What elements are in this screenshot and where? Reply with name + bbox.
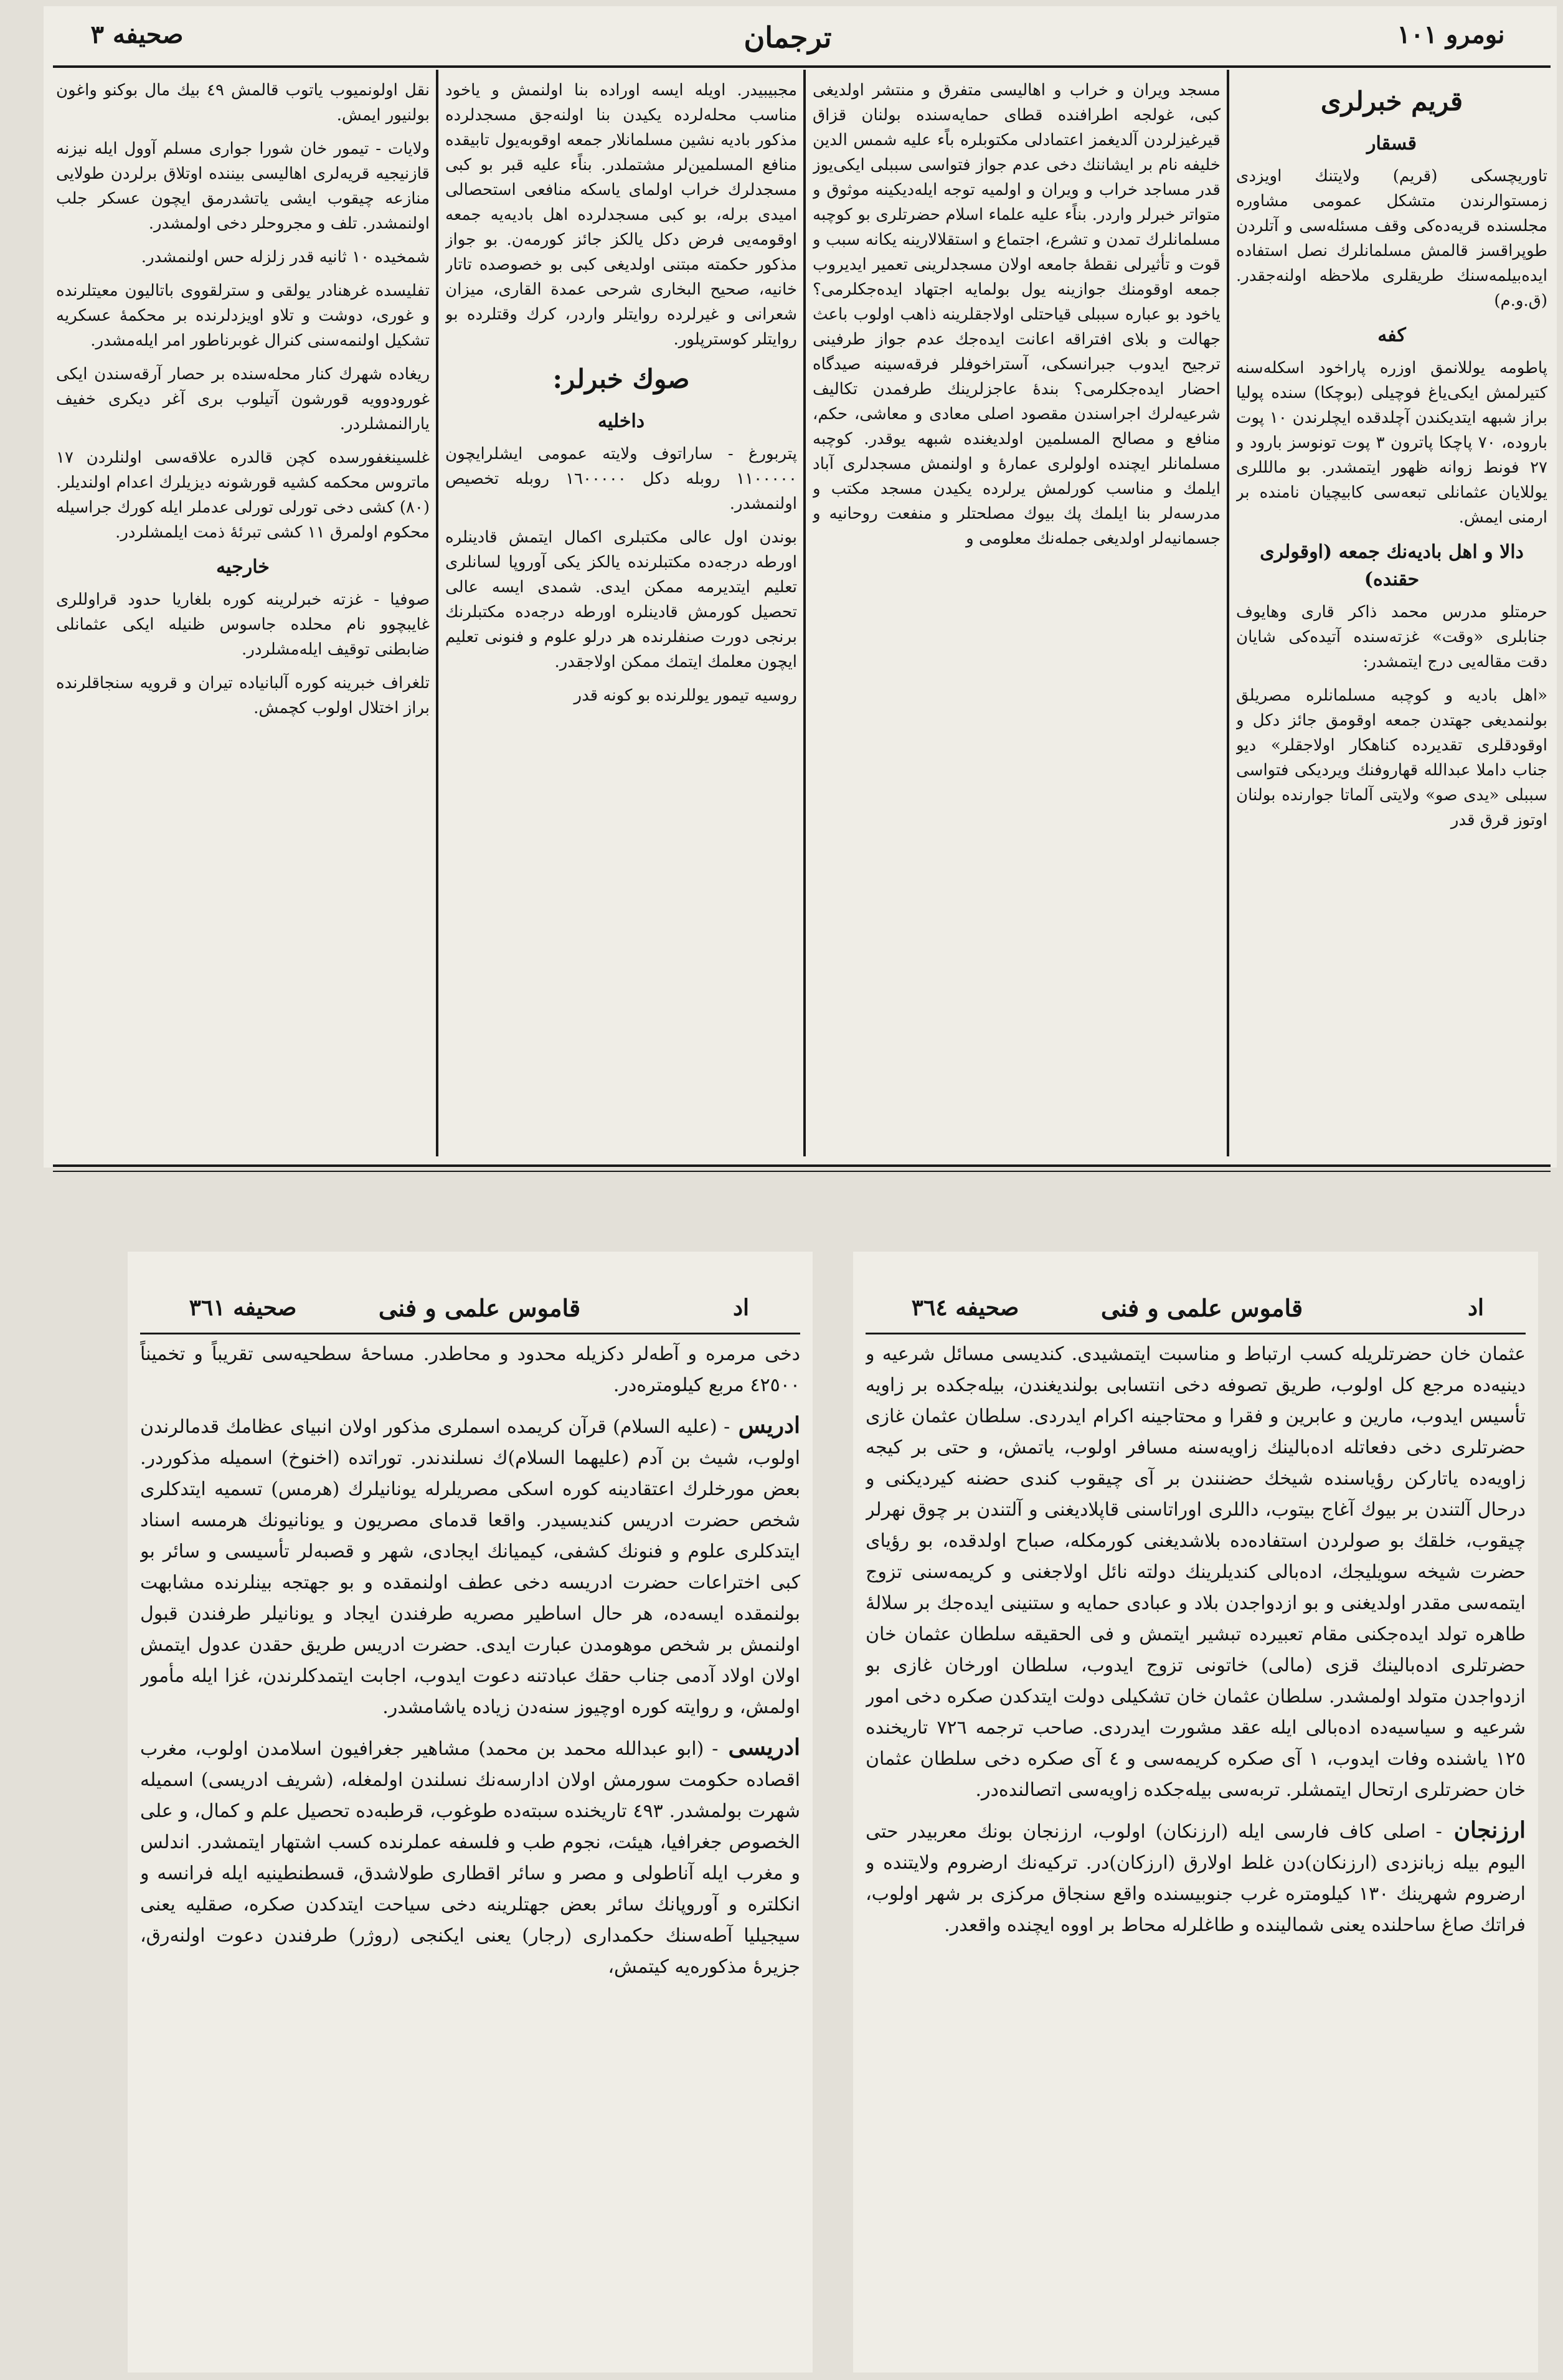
- dict-right-page-label: صحیفه ٣٦٤: [911, 1295, 1019, 1321]
- news-paragraph: «اهل بادیه و کوچبه مسلمانلره مصریلق بولنمدیغی جهتدن جمعه اوقومق جائز دکل و اوقودقلری تقدیرده کناهکار اولاجقلر» دیو جناب داملا عبدالله قهاروفنك ویردیکی فتواسی سببلی «یدی صو» ولایتی آلماتا جوارنده بولنان اوتوز قرق قدر: [1236, 686, 1547, 829]
- news-subheading: دالا و اهل بادیه‌نك جمعه (اوقولری حقنده): [1260, 541, 1524, 590]
- entry-text: عثمان خان حضرتلریله کسب ارتباط و مناسبت ایتمشیدی. کندیسی مسائل شرعیه و دینیه‌ده مرجع کل اولوب، طریق تصوفه دخی انتسابی بولندیغندن، بیله‌جکده بر زاویه تأسیس ایدوب، مارین و عابرین و فقرا و محتاجینه اکرام ایدردی. سلطان عثمان غازی حضرتلری دخی دفعاتله اده‌بالینك زاویه‌سنه مسافر اولوب، یاتمش، و حتی بر کیجه زاویه‌ده یاتارکن رؤیاسنده شیخك حضنندن بر آی چیقوب کندی حضنه کیردیکنی و درحال آلتندن بر بیوك آغاج بیتوب، داللری اوراتاسنی قاپلادیغنی و آلتندن بر چوق نهرلر چیقوب، خلقك بو صولردن استفاده‌ده بلاشدیغنی کورمکله، صباح اولدقده، بو رؤیای حضرت شیخه سویلیجك، اده‌بالی کندیلرینك دولته نائل اولاجغنی و کریمه‌سنی تزوج ایتمه‌سی مقدر اولدیغنی و بو ازدواجدن بلاد و عبادی حمایه و ستنینی ایده‌جك بر سلالهٔ طاهره تولد ایده‌جکنی مقام تعبیرده تبشیر ایتمش و فی الحقیقه سلطان عثمان خان حضرتلری اده‌بالینك قزی (مالی) خاتونی تزوج ایدوب، سلطان اورخان غازی بو ازدواجدن متولد اولمشدر. سلطان عثمان خان تشکیلی دولت ایتدکدن صکره دخی امور شرعیه و سیاسیه‌ده اده‌بالی ایله عقد مشورت ایدردی. صاحب ترجمه ٧٢٦ تاریخنده ١٢٥ یاشنده وفات ایدوب، ١ آی صکره کریمه‌سی و ٤ آی صکره دخی سلطان عثمان خان حضرتلری ارتحال ایتمشلر. تربه‌سی بیله‌جکده زاویه‌سی اتصالنده‌در.: [866, 1343, 1526, 1801]
- entry-headword: ادریس: [730, 1412, 800, 1438]
- section-title: قریم خبرلری: [1320, 86, 1463, 116]
- dict-left-marker: اد: [732, 1295, 750, 1321]
- dictionary-entry: [140, 1410, 800, 1723]
- news-subheading: خارجیه: [216, 556, 270, 578]
- entry-text: - (علیه السلام) قرآن کریمده اسملری مذکور اولان انبیای عظامك قدمالرندن اولوب، شیث بن آدم (علیهما السلام)ك نسلندندر. توراتده (اخنوخ) اسمیله مذکوردر. بعض مورخلرك اعتقادینه کوره اسکی مصریلرله یونانیلرك (هرمس) تسمیه ایتدکلری شخص حضرت ادریس کندیسیدر. واقعا قدمای مصریون و یونانیونك هرمسه اسناد ایتدکلری علوم و فنونك کشفی، کیمیانك ایجادی، شهر و قصبه‌لر تأسیسی و سائر بو کبی اختراعات حضرت ادریسه دخی عطف اولنمقده و بو جهتجه بینلرنده مشابهت بولنمقده ایسه‌ده، هر حال اساطیر مصریه طرفندن ایجاد و یونانیلر طرفندن قبول اولنمش بر شخص موهومدن عبارت ایدی. حضرت ادریس طریق حقدن عدول ایتمش اولان اولاد آدمی جناب حقك عبادتنه دعوت ایدوب، اجابت ایتمدکلرندن، غزا ایله مأمور اولمش، و روایته کوره اوچیوز سنه‌دن زیاده یاشامشدر.: [140, 1416, 800, 1718]
- page-bottom-rule: [53, 1171, 1551, 1172]
- dictionary-entry: [140, 1339, 800, 1401]
- column-divider: [1227, 70, 1229, 1156]
- news-subheading: کفه: [1377, 324, 1406, 346]
- section-title: صوك خبرلر:: [552, 364, 690, 394]
- entry-text: دخی مرمره و آطه‌لر دکزیله محدود و محاطدر. مساحهٔ سطحیه‌سی تقریباً و تخمیناً ٤٢٥٠٠ مربع کیلومتره‌در.: [140, 1343, 800, 1396]
- page-bottom-rule: [53, 1164, 1551, 1167]
- news-column: [1236, 78, 1547, 1155]
- entry-headword: ارزنجان: [1442, 1817, 1526, 1843]
- column-divider: [436, 70, 438, 1156]
- news-paragraph: نقل اولونمیوب یاتوب قالمش ٤٩ بیك مال بوکنو واغون بولنیور ایمش.: [56, 81, 430, 125]
- dict-right-body: [866, 1339, 1526, 2360]
- dict-left-body: [140, 1339, 800, 2360]
- news-paragraph: شمخیده ١٠ ثانیه قدر زلزله حس اولنمشدر.: [141, 248, 430, 267]
- entry-headword: ادریسی: [718, 1734, 800, 1760]
- news-paragraph: بوندن اول عالی مکتبلری اکمال ایتمش قادینلره اورطه درجه‌ده مکتبلرنده یالکز یکی آوروپا لسانلری تعلیم ایتدیرمه ممکن ایدی. شمدی ایسه عالی تحصیل کورمش قادینلره اورطه درجه‌ده مکتبلرنك برنجی دورت صنفلرنده هر درلو علوم و فنونی تعلیم ایچون معلمك ایتمك ممکن اولاجقدر.: [445, 528, 797, 671]
- news-subheading: داخلیه: [597, 410, 645, 432]
- dict-left-page-label: صحیفه ٣٦١: [189, 1295, 297, 1321]
- news-subheading: قسقار: [1367, 133, 1417, 154]
- news-paragraph: غلسینغفورسده کچن قالدره علاقه‌سی اولنلردن ١٧ ماتروس محکمه کشیه قورشونه دیزیلرك اعدام اولندیلر. (٨٠) کشی دخی تورلی تورلی عدملر ایله کورك جراسیله محکوم اولمرق ١١ کشی تبرئهٔ ذمت ایلمشلردر.: [56, 448, 430, 542]
- news-paragraph: تلغراف خبرینه کوره آلبانیاده تیران و قرویه سنجاقلرنده براز اختلال اولوب کچمش.: [56, 674, 430, 717]
- news-paragraph: روسیه تیمور یوللرنده بو کونه قدر: [574, 686, 797, 705]
- column-divider: [803, 70, 806, 1156]
- dictionary-entry: [866, 1815, 1526, 1941]
- news-paragraph: ولایات - تیمور خان شورا جواری مسلم آوول ایله نیزنه قازنیجیه قریه‌لری اهالیسی بیننده اوتلاق برلردن طولایی منازعه چیقوب ایشی یاتشدرمق ایچون عسکر جلب اولنمشدر. تلف و مجروحلر دخی اولمشدر.: [56, 139, 430, 233]
- dict-right-marker: اد: [1467, 1295, 1485, 1321]
- dict-right-header-rule: [866, 1333, 1526, 1334]
- news-paragraph: تاوریچسکی (قریم) ولایتنك اویزدی زمستوالرندن متشکل عمومی مشاوره مجلسنده قریه‌ده‌کی وقف مسئله‌سی و آتلردن طوپراقسز قالمش مسلمانلرك نصل استفاده ایده‌بیلمه‌سنك طریقلری ملاحظه اولنه‌جقدر. (ق.و.م): [1236, 167, 1547, 310]
- masthead-rule: [53, 65, 1551, 68]
- dictionary-entry: [140, 1732, 800, 1983]
- news-paragraph: حرمتلو مدرس محمد ذاکر قاری وهایوف جنابلری «وقت» غزته‌سنده آتیده‌کی شایان دقت مقاله‌یی درج ایتمشدر:: [1236, 603, 1547, 671]
- news-paragraph: ریغاده شهرك کنار محله‌سنده بر حصار آرقه‌سندن ایکی غورودوویه قورشون آتیلوب بری آغر دیکری خفیف یارالنمشلردر.: [56, 365, 430, 433]
- news-paragraph: پاطومه یوللانمق اوزره پاراخود اسکله‌سنه کتیرلمش ایکی‌یاغ فوچیلی (بوچکا) سنده پولیا براز شبهه ایتدیکندن آچلدقده ایچلرندن ١٠ پوت باروده، ٧٠ پاچکا پاترون ٣ پوت تونوسز بارود و ٢٧ فونط زوانه ظهور ایتمشدر. بو مالللری یوللایان عثمانلی تبعه‌سی کابیچیان نامنده بر ارمنی ایمش.: [1236, 359, 1547, 527]
- dict-right-title: قاموس علمی و فنی: [1100, 1293, 1303, 1322]
- page-label: صحیفه ۳: [90, 19, 184, 49]
- news-paragraph: صوفیا - غزته خبرلرینه کوره بلغاریا حدود قراوللری غایبچوو نام محلده جاسوس ظنیله ایکی عثمانلی ضابطنی توقیف ایله‌مشلردر.: [56, 590, 430, 659]
- dict-left-title: قاموس علمی و فنی: [378, 1293, 581, 1322]
- dictionary-entry: [866, 1339, 1526, 1806]
- news-paragraph: مسجد ویران و خراب و اهالیسی متفرق و منتشر اولدیغی کبی، غولجه اطرافنده قطای حمایه‌سنده بولنان قزاق قیرغیزلردن آلدیغمز اعتمادلی مکتوبلره باًء علیه شمس الدین خلیفه نام بر ایشاننك دخی عدم جواز فتواسی سببلی ایکی‌یوز قدر مساجد خراب و ویران و اولمیه توجه ایله‌دیکینه موثوق و متواتر خبرلر واردر. بناًء علیه علماء اسلام حضرتلری بو کوچبه مسلمانلرك تمدن و تشرع، اجتماع و استقلالارینه یکانه سبب و قوت و تأثیرلی نقطهٔ جامعه اولان مسجدلرینی تعمیر ایدیروب جمعه اوقومنك جوازینه یول بولمایه اجتهاد ایده‌جکلرمی؟ یاخود بو عباره سببلی قیاحتلی اولاجقلرینه ذاهب اولوب باعث جهالت و بلای افتراقه اعانت ایده‌جك عدم جواز طرفینی ترجیح ایدوب جبرانسکی، آستراخوفلر فرقه‌سینه صیدگاه احضار ایده‌جکلرمی؟ بندهٔ عاجزلرینك طرفمدن تکالیف شرعیه‌لرك اجراسندن مقصود اصلی معادی و معاشی، حکم، منافع و مصالح المسلمین اولدیغنده شبهه یوقدر. کوچبه مسلمانلر ایچنده اولولری عمارهٔ و اولنمش مسجدلری آباد ایلمك و مناسب کورلمش یرلرده یکیدن مسجد مکتب و مدرسه‌لر بنا ایلمك پك بیوك مصلحتلر و منفعت روحانیه و جسمانیه‌لر اولدیغی جمله‌نك معلومی و: [813, 81, 1221, 548]
- news-paragraph: پتربورغ - ساراتوف ولایته عمومی ایشلرایچون ١١٠٠٠٠٠ روبله دکل ١٦٠٠٠٠٠ روبله تخصیص اولنمشدر.: [445, 445, 797, 513]
- news-column: [813, 78, 1221, 1155]
- entry-text: - اصلی کاف فارسی ایله (ارزنکان) اولوب، ارزنجان بونك معربیدر حتی الیوم بیله زبانزدی (ارزنکان)دن غلط اولارق (ارزکان)در. ترکیه‌نك ارضروم ولایتنده و ارضروم شهرینك ١٣٠ کیلومتره غرب جنوبیسنده واقع سنجاق مرکزی بر شهر اولوب، فراتك صاغ ساحلنده یعنی شمالینده و طاغلرله محاط بر اووه ایچنده واقعدر.: [866, 1821, 1526, 1936]
- news-paragraph: تفلیسده غرهنادر یولقی و سترلقووی باتالیون معیتلرنده و غوری، دوشت و تلاو اویزدلرنده بر محکمهٔ عسکریه تشکیل اولنمه‌سنی کنرال غوبرناطور امر ایله‌مشدر.: [56, 281, 430, 350]
- news-column: [445, 78, 797, 1155]
- masthead-title: ترجمان: [744, 21, 832, 54]
- issue-label: نومرو ١٠١: [1397, 19, 1505, 49]
- news-column: [56, 78, 430, 1155]
- news-paragraph: مجبیبیدر. اویله ایسه اوراده بنا اولنمش و یاخود مناسب محله‌لرده یکیدن بنا اولنه‌جق مسجدلرده مذکور بادیه نشین مسلمانلار جمعه اوقوبه‌یول تابیقده منافع المسلمین‌لر مشتملدر. بناًء علیه قبر بو کبی مسجدلرك خراب اولمای یاسکه منافعی استحصالی امیدی برله، بو کبی مسجدلرده اهل بادیه‌یه جمعه اوقومه‌یی فرض دکل یالکز جائز کورمه‌ن. بو جواز مذکور حکمته مبتنی اولدیغی کبی بو خصوصده تاتار خانیه، صحیح البخاری شرحی عمدة القاری، میزان شعرانی و غیرلرده روایتلر واردر، کرك وقتلرده بو روایتلر کوسترپلور.: [445, 81, 797, 349]
- entry-text: - (ابو عبدالله محمد بن محمد) مشاهیر جغرافیون اسلامدن اولوب، مغرب اقصاده حکومت سورمش اولان ادارسه‌نك نسلندن اولمغله، (شریف ادریسی) اسمیله شهرت بولمشدر. ٤٩٣ تاریخنده سبته‌ده طوغوب، قرطبه‌ده تحصیل علم و کمال، و علی الخصوص جغرافیا، هیئت، نجوم طب و فلسفه عملرنده کسب اشتهار ایتمشدر. اندلس و مغرب ایله آناطولی و مصر و سائر اقطاری طولاشدق، قسطنطینیه ایله فرانسه و انکلتره و آوروپانك سائر بعض جهتلرینه دخی سیاحت ایتدکدن صکره، صقلیه یعنی سیجیلیا آطه‌سنك حکمداری (رجار) یعنی ایکنجی (روژر) طرفندن دعوت اولنه‌رق، جزیرهٔ مذکوره‌یه کیتمش،: [140, 1738, 800, 1978]
- dict-left-header-rule: [140, 1333, 800, 1334]
